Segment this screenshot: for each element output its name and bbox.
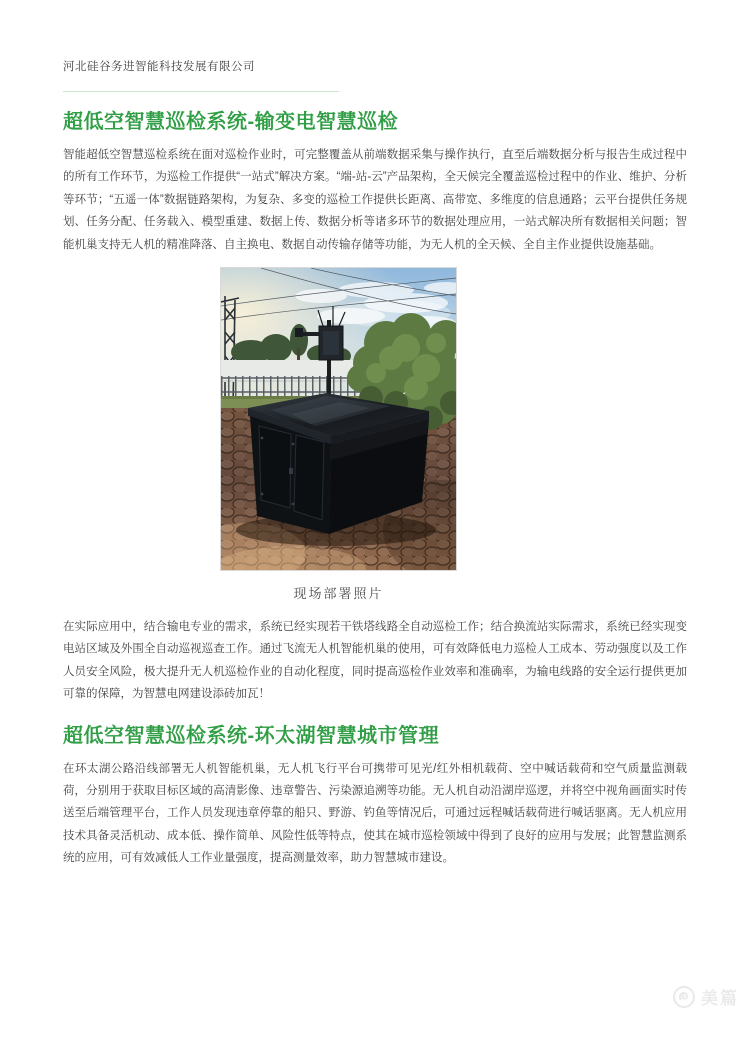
company-name: 河北硅谷务进智能科技发展有限公司 <box>63 61 255 73</box>
photo-caption: 现场部署照片 <box>293 586 384 602</box>
deployment-photo[interactable] <box>220 267 457 571</box>
meipian-logo-icon <box>672 985 696 1009</box>
meipian-watermark <box>672 984 739 1009</box>
meipian-brand-text: 美篇 <box>701 989 739 1008</box>
body-paragraph: 智能超低空智慧巡检系统在面对巡检作业时，可完整覆盖从前端数据采集与操作执行，直至后端数据分析与报告生成过程中的所有工作环节，为巡检工作提供“一站式”解决方案。“端-站-云”产品架构，全天候完全覆盖巡检过程中的作业、维护、分析等环节；“五遥一体”数据链路架构，为复杂、多变的巡检工作提供长距离、高带宽、多维度的信息通路；云平台提供任务规划、任务分配、任务载入、模型重建、数据上传、数据分析等诸多环节的数据处理应用，一站式解决所有数据相关问题；智能机巢支持无人机的精准降落、自主换电、数据自动传输存储等功能，为无人机的全天候、全自主作业提供设施基础。 <box>63 149 687 251</box>
deployment-photo-scene <box>221 268 456 570</box>
header-divider <box>63 91 339 92</box>
section-heading-power-grid: 超低空智慧巡检系统-输变电智慧巡检 <box>63 111 399 133</box>
body-paragraph: 在环太湖公路沿线部署无人机智能机巢，无人机飞行平台可携带可见光/红外相机载荷、空中喊话载荷和空气质量监测载荷，分别用于获取目标区域的高清影像、违章警告、污染源追溯等功能。无人机自动沿湖岸巡逻，并将空中视角画面实时传送至后端管理平台，工作人员发现违章停靠的船只、野游、钓鱼等情况后，可通过远程喊话载荷进行喊话驱离。无人机应用技术具备灵活机动、成本低、操作简单、风险性低等特点，使其在城市巡检领域中得到了良好的应用与发展；此智慧监测系统的应用，可有效减低人工作业量强度，提高测量效率，助力智慧城市建设。 <box>63 762 687 865</box>
section-heading-smart-city: 超低空智慧巡检系统-环太湖智慧城市管理 <box>63 724 440 747</box>
body-paragraph: 在实际应用中，结合输电专业的需求，系统已经实现若干铁塔线路全自动巡检工作；结合换流站实际需求，系统已经实现变电站区域及外围全自动巡视巡查工作。通过飞流无人机智能机巢的使用，可有效降低电力巡检人工成本、劳动强度以及工作人员安全风险，极大提升无人机巡检作业的自动化程度，同时提高巡检作业效率和准确率，为输电线路的安全运行提供更加可靠的保障，为智慧电网建设添砖加瓦！ <box>63 621 687 701</box>
